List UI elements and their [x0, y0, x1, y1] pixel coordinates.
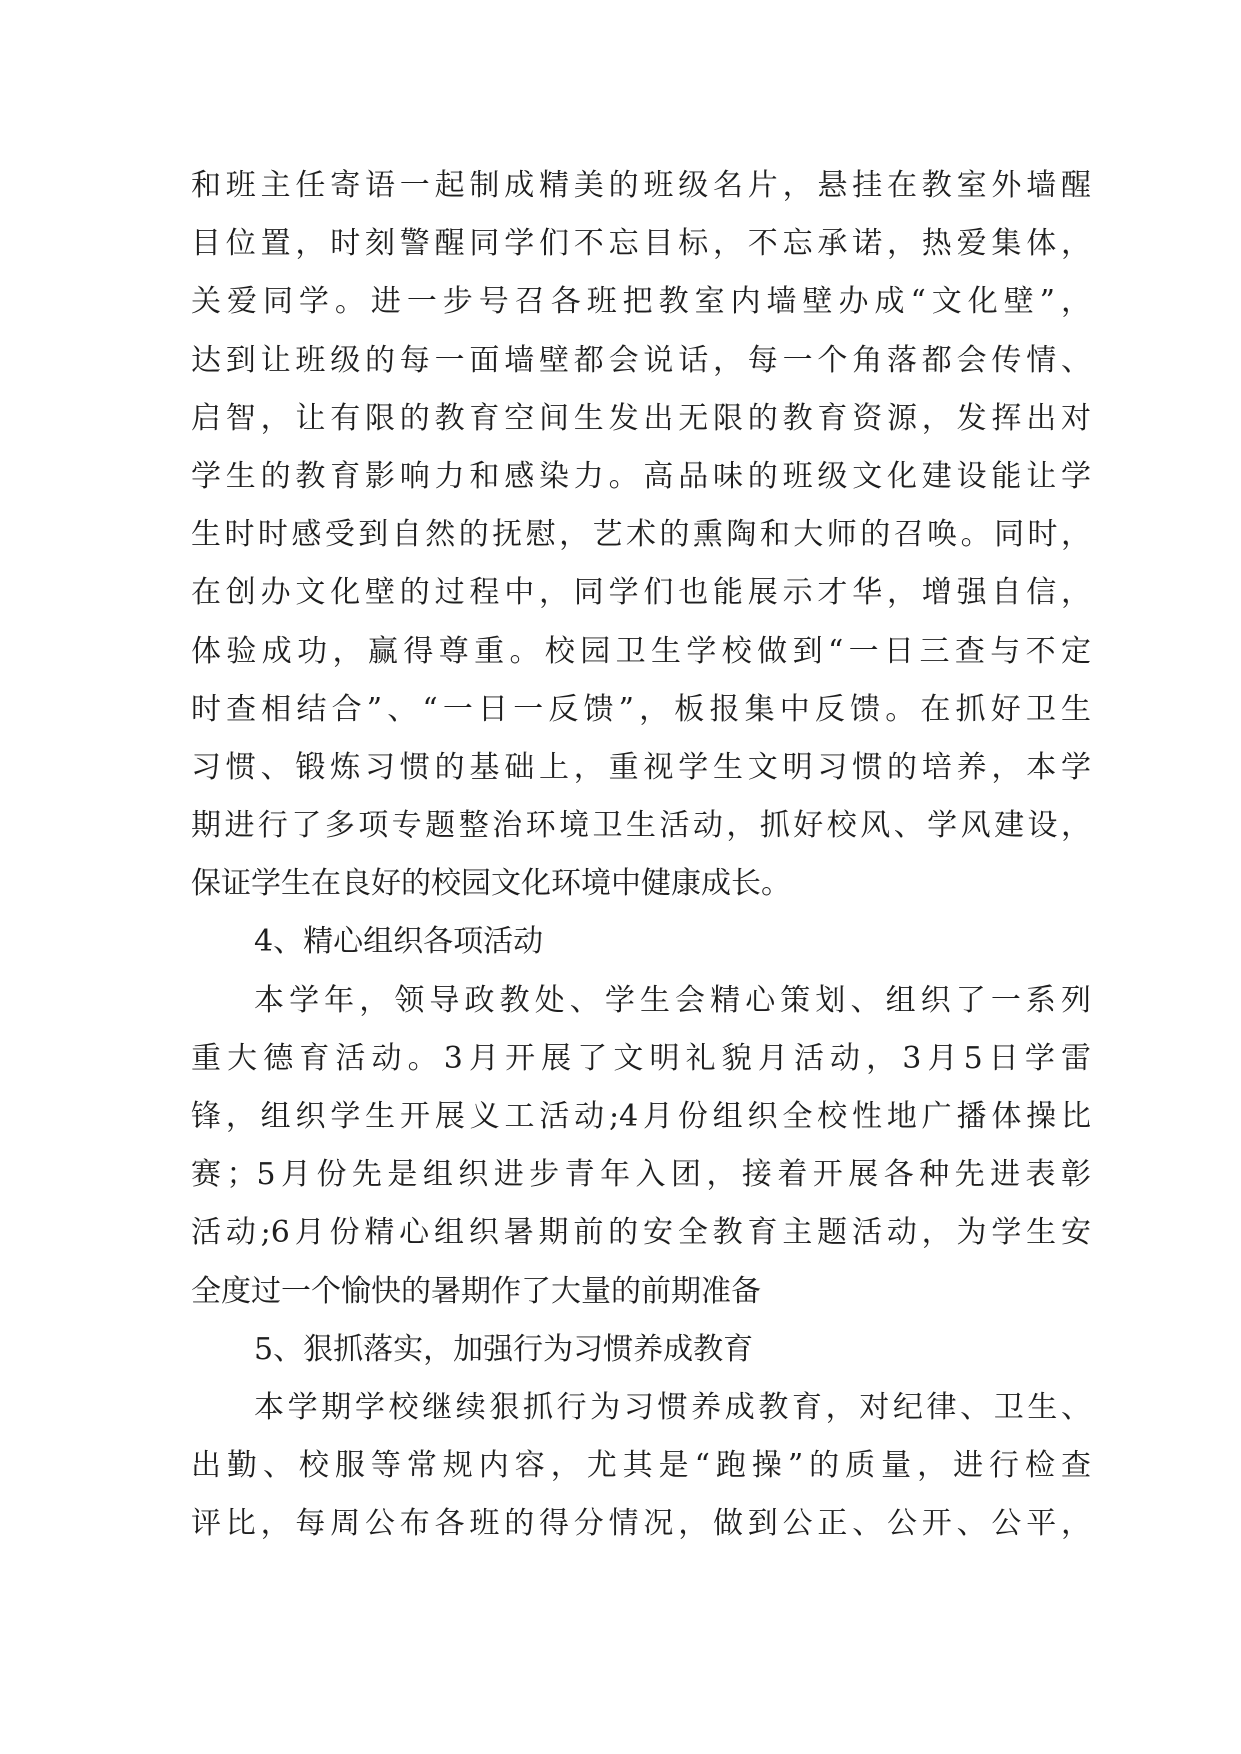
text-line: 达到让班级的每一面墙壁都会说话，每一个角落都会传情、 [191, 342, 1091, 378]
section-heading: 5、狠抓落实，加强行为习惯养成教育 [254, 1331, 754, 1367]
text-line: 活动;6月份精心组织暑期前的安全教育主题活动，为学生安 [191, 1215, 1091, 1251]
text-line: 体验成功，赢得尊重。校园卫生学校做到“一日三查与不定 [191, 633, 1091, 669]
text-line: 学生的教育影响力和感染力。高品味的班级文化建设能让学 [191, 458, 1091, 494]
text-line: 锋，组织学生开展义工活动;4月份组织全校性地广播体操比 [191, 1099, 1091, 1134]
text-line: 时查相结合”、“一日一反馈”，板报集中反馈。在抓好卫生 [191, 691, 1091, 727]
text-line: 本学年，领导政教处、学生会精心策划、组织了一系列 [254, 982, 1091, 1018]
text-line: 赛；5月份先是组织进步青年入团，接着开展各种先进表彰 [191, 1157, 1091, 1193]
text-line: 在创办文化壁的过程中，同学们也能展示才华，增强自信， [191, 575, 1091, 611]
text-line: 关爱同学。进一步号召各班把教室内墙壁办成“文化壁”， [191, 284, 1091, 320]
text-line: 和班主任寄语一起制成精美的班级名片，悬挂在教室外墙醒 [191, 168, 1091, 203]
text-line: 习惯、锻炼习惯的基础上，重视学生文明习惯的培养，本学 [191, 749, 1091, 785]
body-text [191, 157, 1091, 1554]
text-line: 出勤、校服等常规内容，尤其是“跑操”的质量，进行检查 [191, 1448, 1091, 1484]
text-line: 全度过一个愉快的暑期作了大量的前期准备 [191, 1273, 761, 1309]
section-heading: 4、精心组织各项活动 [254, 924, 544, 960]
text-line: 重大德育活动。3月开展了文明礼貌月活动，3月5日学雷 [191, 1040, 1091, 1076]
text-line: 本学期学校继续狠抓行为习惯养成教育，对纪律、卫生、 [254, 1389, 1091, 1425]
text-line: 期进行了多项专题整治环境卫生活动，抓好校风、学风建设， [191, 808, 1091, 844]
text-line: 评比，每周公布各班的得分情况，做到公正、公开、公平， [191, 1506, 1091, 1542]
text-line: 启智，让有限的教育空间生发出无限的教育资源，发挥出对 [191, 400, 1091, 436]
text-line: 目位置，时刻警醒同学们不忘目标，不忘承诺，热爱集体， [191, 226, 1091, 262]
text-line: 保证学生在良好的校园文化环境中健康成长。 [191, 866, 791, 902]
text-line: 生时时感受到自然的抚慰，艺术的熏陶和大师的召唤。同时， [191, 517, 1091, 553]
